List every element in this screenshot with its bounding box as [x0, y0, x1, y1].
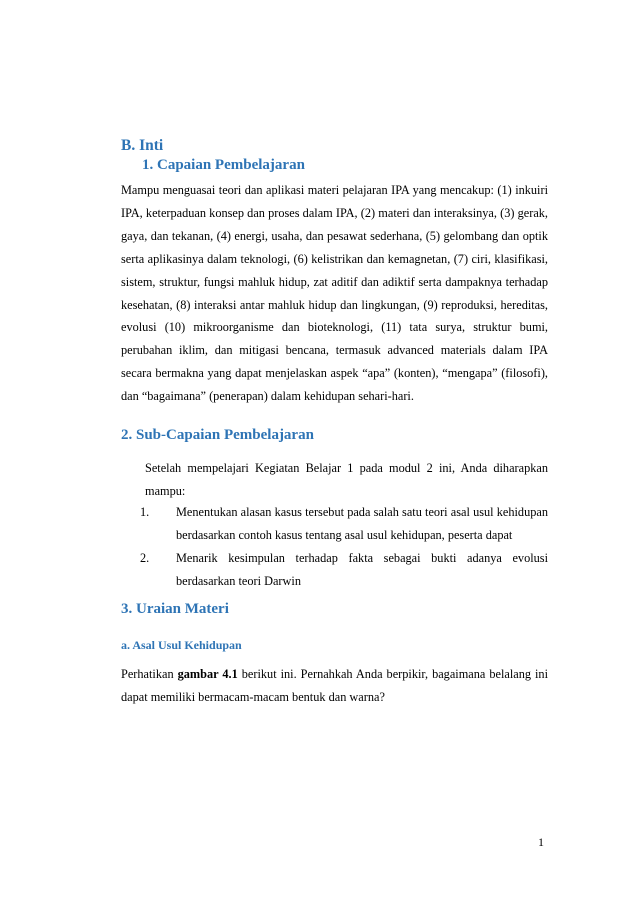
uraian-materi-heading: 3. Uraian Materi [121, 601, 229, 617]
sub-capaian-heading: 2. Sub-Capaian Pembelajaran [121, 427, 314, 443]
sub-capaian-intro: Setelah mempelajari Kegiatan Belajar 1 pada modul 2 ini, Anda diharapkan mampu: [145, 461, 548, 498]
section-b-heading: B. Inti [121, 137, 164, 154]
asal-usul-kehidupan-subheading: a. Asal Usul Kehidupan [121, 638, 242, 652]
list-item-text: Menentukan alasan kasus tersebut pada salah satu teori asal usul kehidupan berdasarkan contoh kasus tentang asal usul kehidupan, peserta dapat [176, 505, 548, 542]
list-item [140, 547, 548, 593]
list-item-number: 2. [140, 550, 150, 565]
uraian-paragraph-rest: berikut ini. Pernahkah Anda berpikir, bagaimana belalang ini dapat memiliki bermacam-macam bentuk dan warna? [121, 667, 548, 704]
uraian-paragraph [121, 663, 548, 709]
sub-capaian-list [140, 501, 548, 593]
capaian-pembelajaran-paragraph: Mampu menguasai teori dan aplikasi materi pelajaran IPA yang mencakup: (1) inkuiri IPA, keterpaduan konsep dan proses dalam IPA, (2) materi dan interaksinya, (3) gerak, gaya, dan tekanan, (4) energi, usaha, dan pesawat sederhana, (5) gelombang dan optik serta aplikasinya dalam teknologi, (6) kelistrikan dan kemagnetan, (7) ciri, klasifikasi, sistem, struktur, fungsi mahluk hidup, zat aditif dan adiktif serta dampaknya terhadap kesehatan, (8) interaksi antar mahluk hidup dan lingkungan, (9) reproduksi, hereditas, evolusi (10) mikroorganisme dan bioteknologi, (11) tata surya, struktur bumi, perubahan iklim, dan mitigasi bencana, termasuk advanced materials dalam IPA secara bermakna yang dapat menjelaskan aspek “apa” (konten), “mengapa” (filosofi), dan “bagaimana” (penerapan) dalam kehidupan sehari-hari. [121, 183, 548, 404]
page-number: 1 [538, 835, 544, 849]
uraian-paragraph-start: Perhatikan [121, 667, 178, 681]
capaian-pembelajaran-heading: 1. Capaian Pembelajaran [142, 157, 305, 173]
list-item-text: Menarik kesimpulan terhadap fakta sebagai bukti adanya evolusi berdasarkan teori Darwin [176, 550, 548, 588]
list-item [140, 501, 548, 547]
figure-reference: gambar 4.1 [177, 667, 238, 681]
list-item-number: 1. [140, 505, 150, 519]
